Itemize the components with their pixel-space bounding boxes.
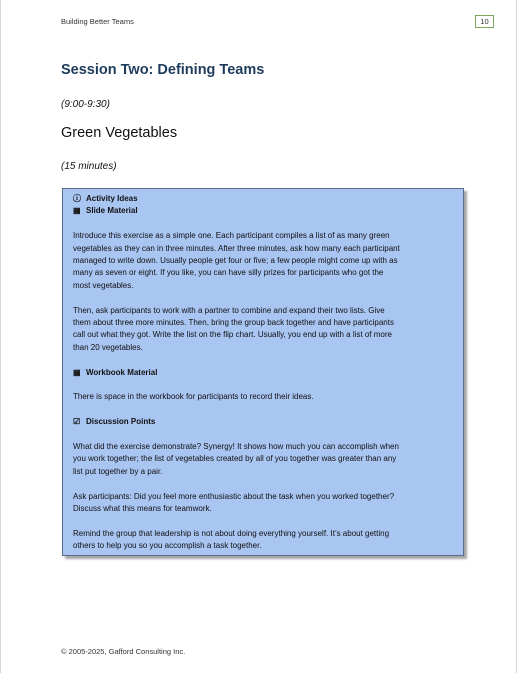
- paragraph-workbook: [73, 391, 453, 403]
- workbook-material-label: Workbook Material: [86, 367, 158, 377]
- checkbox-icon: ☑: [73, 417, 81, 427]
- text-line: Introduce this exercise as a simple one. Each participant compiles a list of as many green: [73, 231, 390, 241]
- text-line: Ask participants: Did you feel more enthusiastic about the task when you worked together?: [73, 491, 395, 501]
- text-line: others to help you so you accomplish a task together.: [73, 541, 262, 551]
- activity-title: Green Vegetables: [61, 125, 178, 141]
- text-line: What did the exercise demonstrate? Synergy! It shows how much you can accomplish when: [73, 442, 399, 452]
- text-line: vegetables as they can in three minutes. After three minutes, ask how many each participant: [73, 243, 400, 253]
- running-head: Building Better Teams: [61, 17, 134, 26]
- text-line: Remind the group that leadership is not about doing everything yourself. It’s about getting: [73, 528, 390, 538]
- slide-material-label: Slide Material: [86, 206, 138, 216]
- page-number: 10: [475, 15, 494, 28]
- paragraph-introduce: [73, 230, 453, 292]
- paragraph-ask: [73, 491, 453, 516]
- paragraph-partner: [73, 305, 453, 355]
- workbook-material-heading: [73, 367, 453, 379]
- text-line: managed to write down. Usually people get four or five; a few people might come up with as: [73, 256, 398, 266]
- text-line: Then, ask participants to work with a partner to combine and expand their two lists. Give: [73, 305, 385, 315]
- slide-material-heading: [73, 205, 453, 217]
- text-line: There is space in the workbook for participants to record their ideas.: [73, 392, 314, 402]
- session-time: (9:00-9:30): [61, 99, 110, 110]
- paragraph-remind: [73, 528, 453, 553]
- info-circle-icon: ⓘ: [73, 194, 81, 203]
- text-line: many as seven or eight. If you like, you can have silly prizes for participants who got the: [73, 268, 384, 278]
- facilitator-notes-box: [62, 188, 464, 556]
- text-line: them about three more minutes. Then, bring the group back together and have participants: [73, 318, 394, 328]
- text-line: most vegetables.: [73, 280, 134, 290]
- text-line: list put together by a pair.: [73, 466, 163, 476]
- text-line: than 20 vegetables.: [73, 342, 143, 352]
- footer-copyright: © 2005-2025, Gafford Consulting Inc.: [61, 647, 186, 656]
- text-line: Discuss what this means for teamwork.: [73, 504, 212, 514]
- activity-ideas-label: Activity Ideas: [86, 194, 138, 203]
- session-title: Session Two: Defining Teams: [61, 62, 265, 78]
- text-line: you work together; the list of vegetables created by all of you together was greater than any: [73, 454, 397, 464]
- text-line: call out what they got. Write the list on the flip chart. Usually, you end up with a list of more: [73, 330, 392, 340]
- discussion-points-heading: [73, 416, 453, 428]
- discussion-points-label: Discussion Points: [86, 417, 156, 427]
- activity-ideas-heading: [73, 193, 453, 205]
- slide-grid-icon: ▦: [73, 206, 81, 216]
- activity-duration: (15 minutes): [61, 161, 117, 172]
- workbook-grid-icon: ▦: [73, 367, 81, 377]
- paragraph-synergy: [73, 441, 453, 478]
